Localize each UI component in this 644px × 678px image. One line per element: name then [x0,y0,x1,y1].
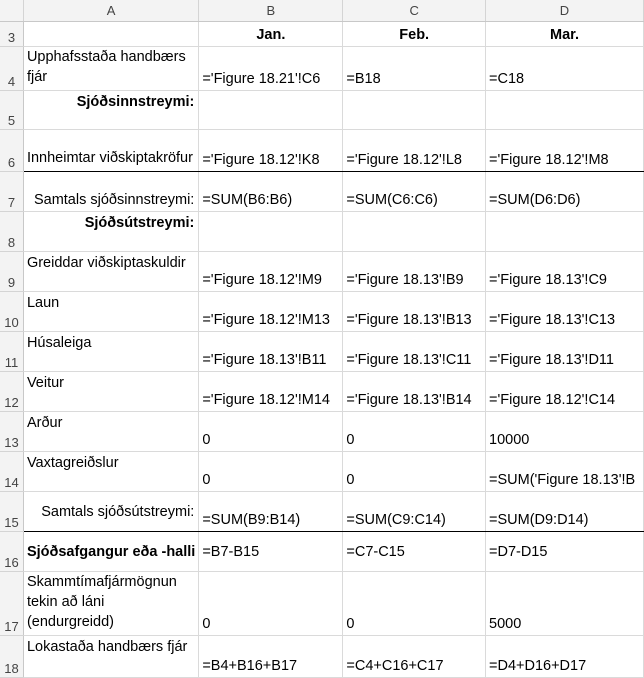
cell-c12[interactable]: ='Figure 18.13'!B14 [343,372,486,412]
row-header[interactable]: 11 [0,332,23,372]
cell-b11[interactable]: ='Figure 18.13'!B11 [199,332,343,372]
cell-b6[interactable]: ='Figure 18.12'!K8 [199,130,343,172]
cell-c7[interactable]: =SUM(C6:C6) [343,172,486,212]
table-row [0,212,644,252]
row-header[interactable]: 9 [0,252,23,292]
row-header[interactable]: 16 [0,532,23,572]
cell-c4[interactable]: =B18 [343,47,486,91]
cell-a6[interactable]: Innheimtar viðskiptakröfur [23,130,198,172]
cell-c3[interactable]: Feb. [343,22,486,47]
cell-b18[interactable]: =B4+B16+B17 [199,636,343,678]
cell-d18[interactable]: =D4+D16+D17 [486,636,644,678]
cell-c10[interactable]: ='Figure 18.13'!B13 [343,292,486,332]
column-header-a[interactable]: A [23,0,198,22]
table-row [0,492,644,532]
table-row [0,130,644,172]
cell-c6[interactable]: ='Figure 18.12'!L8 [343,130,486,172]
cell-d5[interactable] [486,91,644,130]
cell-c8[interactable] [343,212,486,252]
cell-a10[interactable]: Laun [23,292,198,332]
cell-d11[interactable]: ='Figure 18.13'!D11 [486,332,644,372]
table-row [0,636,644,678]
cell-b4[interactable]: ='Figure 18.21'!C6 [199,47,343,91]
cell-a12[interactable]: Veitur [23,372,198,412]
cell-c16[interactable]: =C7-C15 [343,532,486,572]
cell-d16[interactable]: =D7-D15 [486,532,644,572]
cell-d10[interactable]: ='Figure 18.13'!C13 [486,292,644,332]
cell-c9[interactable]: ='Figure 18.13'!B9 [343,252,486,292]
table-row [0,452,644,492]
column-header-b[interactable]: B [199,0,343,22]
cell-d15[interactable]: =SUM(D9:D14) [486,492,644,532]
cell-a18[interactable]: Lokastaða handbærs fjár [23,636,198,678]
cell-b13[interactable]: 0 [199,412,343,452]
cell-d8[interactable] [486,212,644,252]
cell-c11[interactable]: ='Figure 18.13'!C11 [343,332,486,372]
cell-d4[interactable]: =C18 [486,47,644,91]
row-header[interactable]: 4 [0,47,23,91]
row-header[interactable]: 13 [0,412,23,452]
cell-b3[interactable]: Jan. [199,22,343,47]
row-header[interactable]: 8 [0,212,23,252]
cell-a16[interactable]: Sjóðsafgangur eða -halli [23,532,198,572]
row-header[interactable]: 10 [0,292,23,332]
cell-c18[interactable]: =C4+C16+C17 [343,636,486,678]
cell-b15[interactable]: =SUM(B9:B14) [199,492,343,532]
column-header-row [0,0,644,22]
table-row [0,572,644,636]
cell-c13[interactable]: 0 [343,412,486,452]
table-row [0,252,644,292]
cell-a14[interactable]: Vaxtagreiðslur [23,452,198,492]
cell-d3[interactable]: Mar. [486,22,644,47]
table-row [0,292,644,332]
row-header[interactable]: 3 [0,22,23,47]
cell-c14[interactable]: 0 [343,452,486,492]
column-header-c[interactable]: C [343,0,486,22]
cell-d6[interactable]: ='Figure 18.12'!M8 [486,130,644,172]
table-row [0,47,644,91]
cell-b8[interactable] [199,212,343,252]
table-row [0,532,644,572]
select-all-corner[interactable] [0,0,23,22]
cell-b14[interactable]: 0 [199,452,343,492]
row-header[interactable]: 18 [0,636,23,678]
cell-d7[interactable]: =SUM(D6:D6) [486,172,644,212]
cell-a5[interactable]: Sjóðsinnstreymi: [23,91,198,130]
cell-a11[interactable]: Húsaleiga [23,332,198,372]
cell-a17[interactable]: Skammtímafjármögnun tekin að láni (endurgreidd) [23,572,198,636]
table-row [0,91,644,130]
row-header[interactable]: 5 [0,91,23,130]
cell-c5[interactable] [343,91,486,130]
cell-a7[interactable]: Samtals sjóðsinnstreymi: [23,172,198,212]
cell-b10[interactable]: ='Figure 18.12'!M13 [199,292,343,332]
column-header-d[interactable]: D [486,0,644,22]
cell-b17[interactable]: 0 [199,572,343,636]
cell-a3[interactable] [23,22,198,47]
cell-d17[interactable]: 5000 [486,572,644,636]
cell-b5[interactable] [199,91,343,130]
cell-a9[interactable]: Greiddar viðskiptaskuldir [23,252,198,292]
cell-d13[interactable]: 10000 [486,412,644,452]
cell-b9[interactable]: ='Figure 18.12'!M9 [199,252,343,292]
cell-d12[interactable]: ='Figure 18.12'!C14 [486,372,644,412]
row-header[interactable]: 14 [0,452,23,492]
cell-d9[interactable]: ='Figure 18.13'!C9 [486,252,644,292]
cell-a13[interactable]: Arður [23,412,198,452]
cell-a15[interactable]: Samtals sjóðsútstreymi: [23,492,198,532]
table-row [0,22,644,47]
cell-c15[interactable]: =SUM(C9:C14) [343,492,486,532]
row-header[interactable]: 7 [0,172,23,212]
cell-b12[interactable]: ='Figure 18.12'!M14 [199,372,343,412]
table-row [0,172,644,212]
table-row [0,372,644,412]
row-header[interactable]: 17 [0,572,23,636]
cell-a4[interactable]: Upphafsstaða handbærs fjár [23,47,198,91]
row-header[interactable]: 15 [0,492,23,532]
cell-b16[interactable]: =B7-B15 [199,532,343,572]
table-row [0,412,644,452]
cell-b7[interactable]: =SUM(B6:B6) [199,172,343,212]
cell-c17[interactable]: 0 [343,572,486,636]
cell-d14[interactable]: =SUM('Figure 18.13'!B [486,452,644,492]
table-row [0,332,644,372]
row-header[interactable]: 12 [0,372,23,412]
cell-a8[interactable]: Sjóðsútstreymi: [23,212,198,252]
row-header[interactable]: 6 [0,130,23,172]
